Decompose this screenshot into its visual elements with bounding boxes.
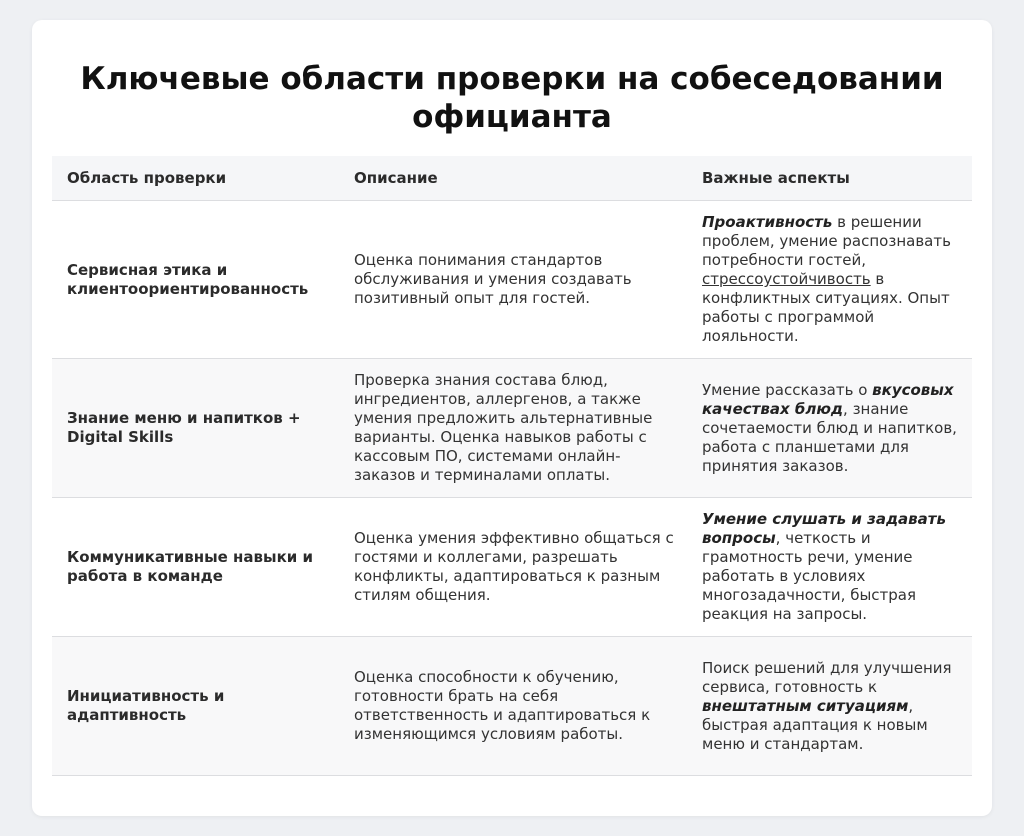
aspect-emphasis: внештатным ситуациям (702, 696, 909, 715)
table-row (52, 359, 972, 498)
aspects-cell (687, 359, 972, 498)
interview-areas-table (52, 156, 972, 776)
aspects-cell (687, 498, 972, 637)
aspect-emphasis: Проактивность (702, 213, 833, 231)
aspect-text: в решении проблем, умение распознавать потребности гостей, (702, 213, 951, 269)
description-cell: Оценка способности к обучению, готовности брать на себя ответственность и адаптироваться к изменяющимся условиям работы. (339, 637, 687, 776)
table-row (52, 201, 972, 359)
header-area: Область проверки (52, 156, 339, 201)
area-cell: Инициативность и адаптивность (52, 637, 339, 776)
aspects-cell (687, 201, 972, 359)
aspect-text: Поиск решений для улучшения сервиса, готовность к (702, 658, 952, 696)
area-cell: Сервисная этика и клиентоориентированность (52, 201, 339, 359)
description-cell: Оценка понимания стандартов обслуживания и умения создавать позитивный опыт для гостей. (339, 201, 687, 359)
aspect-text: , четкость и грамотность речи, умение работать в условиях многозадачности, быстрая реакция на запросы. (702, 529, 917, 623)
header-description: Описание (339, 156, 687, 201)
header-aspects: Важные аспекты (687, 156, 972, 201)
aspect-text: , быстрая адаптация к новым меню и стандартам. (702, 696, 928, 753)
aspect-underline: стрессоустойчивость (702, 270, 871, 288)
content-card (32, 20, 992, 816)
aspect-text: Умение рассказать о (702, 380, 873, 399)
aspect-text: , знание сочетаемости блюд и напитков, работа с планшетами для принятия заказов. (702, 399, 957, 475)
description-cell: Проверка знания состава блюд, ингредиентов, аллергенов, а также умения предложить альтернативные варианты. Оценка навыков работы с кассовым ПО, системами онлайн-заказов и терминалами оплаты. (339, 359, 687, 498)
table-row (52, 637, 972, 776)
table-header-row (52, 156, 972, 201)
page-title: Ключевые области проверки на собеседовании официанта (80, 61, 944, 135)
area-cell: Коммуникативные навыки и работа в команде (52, 498, 339, 637)
aspect-emphasis: вкусовых качествах блюд (702, 380, 954, 418)
aspects-cell (687, 637, 972, 776)
table-row (52, 498, 972, 637)
description-cell: Оценка умения эффективно общаться с гостями и коллегами, разрешать конфликты, адаптироваться к разным стилям общения. (339, 498, 687, 637)
aspect-emphasis: Умение слушать и задавать вопросы (702, 510, 946, 547)
aspect-text: в конфликтных ситуациях. Опыт работы с программой лояльности. (702, 270, 950, 345)
area-cell: Знание меню и напитков + Digital Skills (52, 359, 339, 498)
